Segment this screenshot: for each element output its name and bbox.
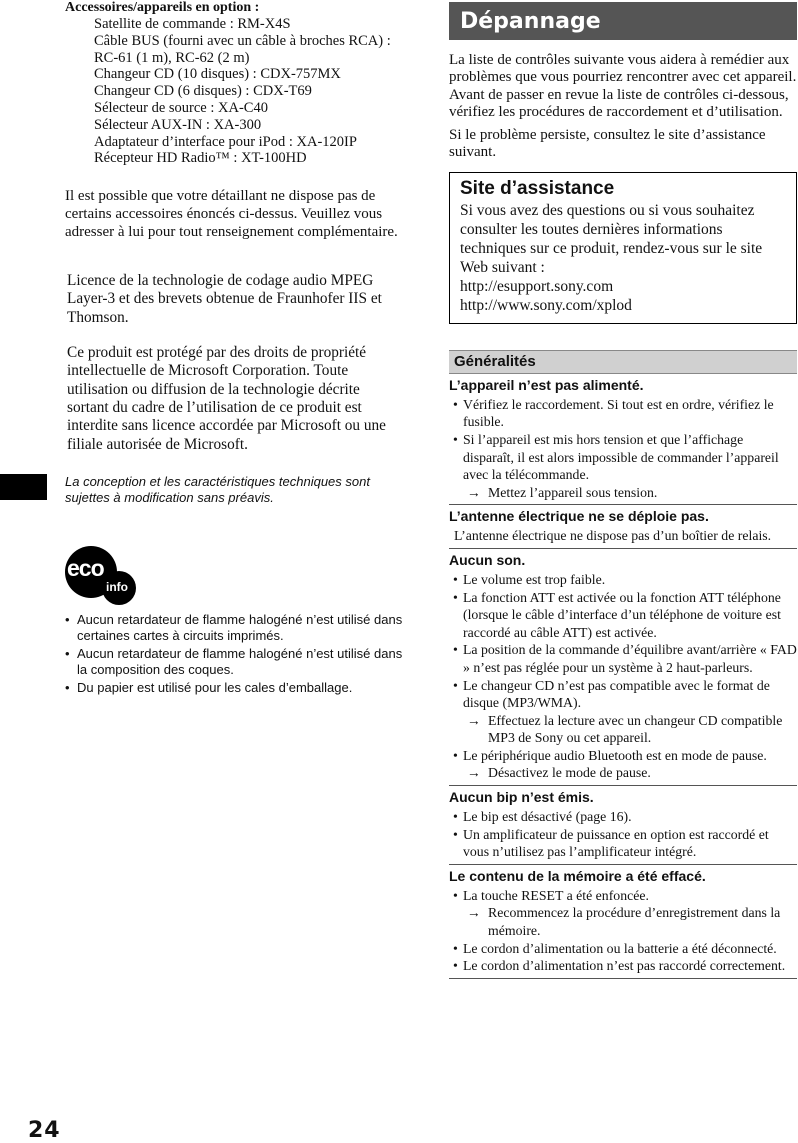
issue-title: Aucun son. [449, 551, 526, 568]
issue-bullet [452, 571, 797, 589]
intro-paragraph: Si le problème persiste, consultez le site d’assistance suivant. [449, 127, 766, 161]
solution [463, 484, 797, 502]
eco-item: • Aucun retardateur de flamme halogéné n’est utilisé dans certaines cartes à circuits imprimés. [65, 612, 410, 645]
accessory-item: Câble BUS (fourni avec un câble à broches RCA) : [94, 32, 391, 49]
issue-memory [449, 865, 797, 979]
eco-info-logo [65, 546, 137, 606]
issue-bullet-text: Le volume est trop faible. [463, 571, 606, 587]
section-title: Dépannage [460, 8, 601, 34]
eco-logo-text: eco [67, 554, 104, 581]
issue-bullet [452, 431, 797, 501]
issue-title: L’appareil n’est pas alimenté. [449, 376, 644, 393]
issue-bullet-text: Vérifiez le raccordement. Si tout est en ordre, vérifiez le fusible. [463, 396, 774, 430]
support-box [449, 172, 797, 324]
issue-bullet-text: Le cordon d’alimentation ou la batterie a été déconnecté. [463, 940, 777, 956]
support-url-1[interactable]: http://esupport.sony.com [460, 277, 614, 295]
eco-item: • Du papier est utilisé pour les cales d’emballage. [65, 680, 410, 697]
intro-paragraph: La liste de contrôles suivante vous aidera à remédier aux problèmes que vous pourriez rencontrer avec cet appareil. [449, 52, 797, 86]
issue-title: Aucun bip n’est émis. [449, 789, 594, 806]
license-mpeg: Licence de la technologie de codage audio MPEG Layer-3 et des brevets obtenue de Fraunhofer IIS et Thomson. [67, 272, 382, 326]
solution-text: Désactivez le mode de pause. [488, 765, 651, 781]
arrow-icon: → [467, 765, 481, 781]
eco-list [65, 612, 410, 697]
issue-bullet [452, 589, 797, 642]
accessory-item: RC-61 (1 m), RC-62 (2 m) [94, 49, 250, 66]
issue-bullet-text: Le changeur CD n’est pas compatible avec le format de disque (MP3/WMA). [463, 677, 770, 711]
issue-bullet-text: Si l’appareil est mis hors tension et que l’affichage disparaît, il est alors impossible de commander l’appareil avec la télécommande. [463, 431, 779, 483]
license-microsoft: Ce produit est protégé par des droits de propriété intellectuelle de Microsoft Corporation. Toute utilisation ou diffusion de la technologie décrite sortant du cadre de l’utilisation de ce produit est interdite sans licence accordée par Microsoft ou une filiale autorisée de Microsoft. [67, 344, 386, 453]
issue-bullet [452, 396, 797, 431]
issue-bullet-text: Un amplificateur de puissance en option est raccordé et vous n’utilisez pas l’amplificateur intégré. [463, 826, 769, 860]
accessory-item: Récepteur HD Radio™ : XT-100HD [94, 150, 307, 167]
issue-bullet-text: Le cordon d’alimentation n’est pas raccordé correctement. [463, 958, 786, 974]
issue-bullet-text: La touche RESET a été enfoncée. [463, 887, 649, 903]
issue-bullet-text: Le bip est désactivé (page 16). [463, 809, 632, 825]
solution [463, 712, 797, 747]
support-url-2[interactable]: http://www.sony.com/xplod [460, 296, 632, 314]
issue-title: Le contenu de la mémoire a été effacé. [449, 867, 706, 884]
info-logo-text: info [106, 579, 128, 594]
issue-bullet [452, 887, 797, 940]
issue-bullet [452, 677, 797, 747]
page-tab-marker [0, 474, 47, 500]
section-title-bar [449, 2, 797, 40]
issue-list [449, 571, 797, 782]
issue-list [449, 887, 797, 975]
accessory-item: Changeur CD (6 disques) : CDX-T69 [94, 83, 312, 100]
issue-antenna [449, 505, 797, 549]
accessory-item: Sélecteur AUX-IN : XA-300 [94, 116, 262, 133]
issue-bullet [452, 940, 797, 958]
issue-bullet [452, 826, 797, 861]
issue-bullet [452, 808, 797, 826]
issue-bullet-text: La fonction ATT est activée ou la fonction ATT téléphone (lorsque le câble d’interface d’un téléphone de voiture est raccordé au câble ATT) est activée. [463, 589, 781, 640]
solution-text: Recommencez la procédure d’enregistrement dans la mémoire. [488, 905, 781, 939]
general-header-label: Généralités [454, 353, 536, 371]
issue-bullet-text: La position de la commande d’équilibre avant/arrière « FAD » n’est pas réglée pour un système à 2 haut-parleurs. [463, 642, 797, 675]
left-column [65, 0, 415, 697]
accessory-item: Sélecteur de source : XA-C40 [94, 99, 268, 116]
arrow-icon: → [467, 484, 481, 500]
dealer-note: Il est possible que votre détaillant ne dispose pas de certains accessoires énoncés ci-dessus. Veuillez vous adresser à lui pour tout renseignement complémentaire. [65, 188, 398, 241]
solution [463, 904, 797, 939]
issue-bullet [452, 641, 797, 676]
intro-paragraph: Avant de passer en revue la liste de contrôles ci-dessous, vérifiez les procédures de raccordement et d’utilisation. [449, 86, 789, 120]
issue-list [449, 396, 797, 502]
eco-item: • Aucun retardateur de flamme halogéné n’est utilisé dans la composition des coques. [65, 646, 410, 679]
solution [463, 764, 797, 782]
accessory-item: Adaptateur d’interface pour iPod : XA-120IP [94, 133, 357, 150]
design-note: La conception et les caractéristiques techniques sont sujettes à modification sans préavis. [65, 473, 370, 505]
issue-no-sound [449, 549, 797, 786]
accessories-list [65, 16, 415, 167]
arrow-icon: → [467, 905, 481, 921]
issue-list [449, 808, 797, 861]
issue-bullet [452, 747, 797, 782]
general-header [449, 350, 797, 374]
solution-text: Mettez l’appareil sous tension. [488, 484, 658, 500]
issue-title: L’antenne électrique ne se déploie pas. [449, 508, 709, 525]
support-title: Site d’assistance [460, 177, 615, 199]
accessory-item: Satellite de commande : RM-X4S [94, 16, 291, 32]
support-text: Si vous avez des questions ou si vous souhaitez consulter les toutes dernières informations techniques sur ce produit, rendez-vous sur le site Web suivant : [460, 201, 763, 276]
issue-bullet [452, 957, 797, 975]
arrow-icon: → [467, 712, 481, 728]
issue-no-power [449, 374, 797, 506]
page-number: 24 [28, 1118, 61, 1143]
accessory-item: Changeur CD (10 disques) : CDX-757MX [94, 66, 341, 83]
solution-text: Effectuez la lecture avec un changeur CD compatible MP3 de Sony ou cet appareil. [488, 712, 783, 746]
issue-bullet-text: Le périphérique audio Bluetooth est en mode de pause. [463, 747, 767, 763]
issue-text: L’antenne électrique ne dispose pas d’un boîtier de relais. [454, 528, 772, 544]
right-column [449, 0, 797, 979]
accessories-title: Accessoires/appareils en option : [65, 0, 260, 15]
issue-no-beep [449, 786, 797, 865]
